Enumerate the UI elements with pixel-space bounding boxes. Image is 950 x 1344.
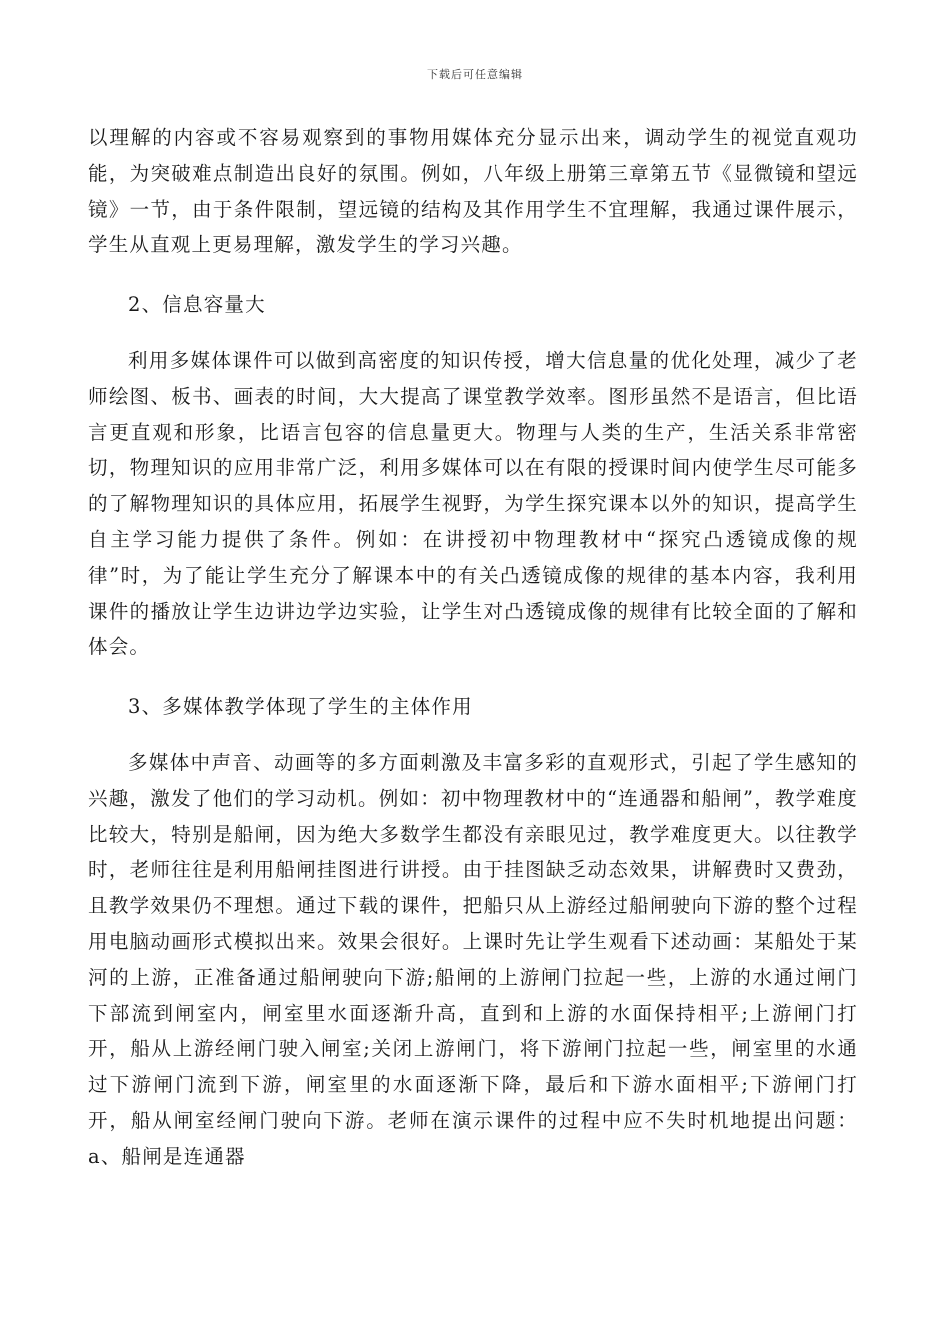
- paragraph-info-capacity: 利用多媒体课件可以做到高密度的知识传授，增大信息量的优化处理，减少了老师绘图、板书、画表的时间，大大提高了课堂教学效率。图形虽然不是语言，但比语言更直观和形象，比语言包容的信息量更大。物理与人类的生产，生活关系非常密切，物理知识的应用非常广泛，利用多媒体可以在有限的授课时间内使学生尽可能多的了解物理知识的具体应用，拓展学生视野，为学生探究课本以外的知识，提高学生自主学习能力提供了条件。例如：在讲授初中物理教材中“探究凸透镜成像的规律”时，为了能让学生充分了解课本中的有关凸透镜成像的规律的基本内容，我利用课件的播放让学生边讲边学边实验，让学生对凸透镜成像的规律有比较全面的了解和体会。: [88, 348, 858, 659]
- paragraph-student-role: 多媒体中声音、动画等的多方面刺激及丰富多彩的直观形式，引起了学生感知的兴趣，激发了他们的学习动机。例如：初中物理教材中的“连通器和船闸”，教学难度比较大，特别是船闸，因为绝大多数学生都没有亲眼见过，教学难度更大。以往教学时，老师往往是利用船闸挂图进行讲授。由于挂图缺乏动态效果，讲解费时又费劲，且教学效果仍不理想。通过下载的课件，把船只从上游经过船闸驶向下游的整个过程用电脑动画形式模拟出来。效果会很好。上课时先让学生观看下述动画：某船处于某河的上游，正准备通过船闸驶向下游;船闸的上游闸门拉起一些，上游的水通过闸门下部流到闸室内，闸室里水面逐渐升高，直到和上游的水面保持相平;上游闸门打开，船从上游经闸门驶入闸室;关闭上游闸门，将下游闸门拉起一些，闸室里的水通过下游闸门流到下游，闸室里的水面逐渐下降，最后和下游水面相平;下游闸门打开，船从闸室经闸门驶向下游。老师在演示课件的过程中应不失时机地提出问题：a、船闸是连通器: [88, 750, 858, 1168]
- document-body: [88, 120, 858, 1175]
- section-heading-2: 2、信息容量大: [128, 293, 266, 317]
- paragraph-continued: 以理解的内容或不容易观察到的事物用媒体充分显示出来，调动学生的视觉直观功能，为突破难点制造出良好的氛围。例如，八年级上册第三章第五节《显微镜和望远镜》一节，由于条件限制，望远镜的结构及其作用学生不宜理解，我通过课件展示，学生从直观上更易理解，激发学生的学习兴趣。: [88, 126, 858, 257]
- section-heading-3: 3、多媒体教学体现了学生的主体作用: [128, 695, 473, 719]
- page-header: 下载后可任意编辑: [427, 68, 523, 81]
